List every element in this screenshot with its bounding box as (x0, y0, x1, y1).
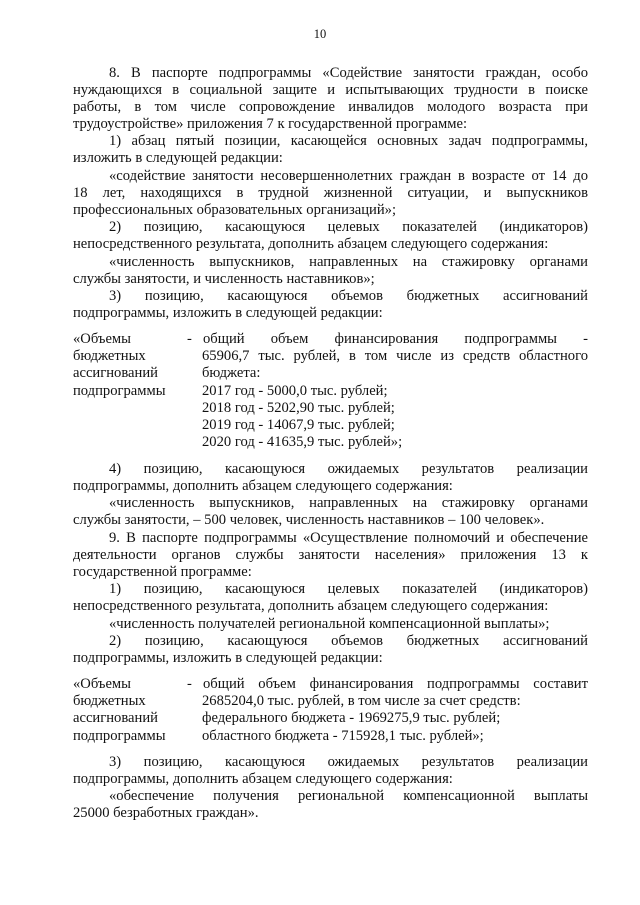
text-line: «численность выпускников, направленных на стажировку органами (109, 495, 588, 511)
table-label: подпрограммы (73, 383, 166, 399)
text-line: 9. В паспорте подпрограммы «Осуществление полномочий и обеспечение (109, 530, 588, 546)
text-line: подпрограммы, дополнить абзацем следующего содержания: (73, 771, 453, 787)
table-value: общий объем финансирования подпрограммы - (203, 331, 588, 347)
text-line: 1) позицию, касающуюся целевых показателей (индикаторов) (109, 581, 588, 597)
text-line: службы занятости, и численность наставников»; (73, 271, 375, 287)
table-value: 65906,7 тыс. рублей, в том числе из средств областного (202, 348, 588, 364)
text-line: государственной программе: (73, 564, 252, 580)
table-label: подпрограммы (73, 728, 166, 744)
table-label: ассигнований (73, 365, 158, 381)
text-line: «содействие занятости несовершеннолетних граждан в возрасте от 14 до (109, 168, 588, 184)
table-label: бюджетных (73, 348, 146, 364)
table-label: бюджетных (73, 693, 146, 709)
table-value: 2685204,0 тыс. рублей, в том числе за счет средств: (202, 693, 521, 709)
text-line: «численность получателей региональной компенсационной выплаты»; (109, 616, 550, 632)
table-value: федерального бюджета - 1969275,9 тыс. рублей; (202, 710, 501, 726)
table-value: бюджета: (202, 365, 261, 381)
text-line: подпрограммы, изложить в следующей редакции: (73, 650, 383, 666)
table-value: 2018 год - 5202,90 тыс. рублей; (202, 400, 395, 416)
table-label: ассигнований (73, 710, 158, 726)
text-line: 4) позицию, касающуюся ожидаемых результатов реализации (109, 461, 588, 477)
table-label: «Объемы (73, 331, 131, 347)
table-value: 2019 год - 14067,9 тыс. рублей; (202, 417, 395, 433)
text-line: 18 лет, находящихся в трудной жизненной ситуации, и выпускников (73, 185, 588, 201)
text-line: непосредственного результата, дополнить абзацем следующего содержания: (73, 236, 549, 252)
text-line: 3) позицию, касающуюся объемов бюджетных ассигнований (109, 288, 588, 304)
text-line: работы, в том числе сопровождение инвалидов молодого возраста при (73, 99, 588, 115)
text-line: деятельности органов службы занятости населения» приложения 13 к (73, 547, 588, 563)
text-line: 25000 безработных граждан». (73, 805, 259, 821)
text-line: непосредственного результата, дополнить абзацем следующего содержания: (73, 598, 549, 614)
text-line: 2) позицию, касающуюся целевых показателей (индикаторов) (109, 219, 588, 235)
text-line: профессиональных образовательных организаций»; (73, 202, 397, 218)
text-line: подпрограммы, изложить в следующей редакции: (73, 305, 383, 321)
table-value: общий объем финансирования подпрограммы составит (203, 676, 588, 692)
text-line: 1) абзац пятый позиции, касающейся основных задач подпрограммы, (109, 133, 588, 149)
table-value: 2017 год - 5000,0 тыс. рублей; (202, 383, 388, 399)
text-line: службы занятости, – 500 человек, численность наставников – 100 человек». (73, 512, 545, 528)
text-line: «обеспечение получения региональной компенсационной выплаты (109, 788, 588, 804)
table-value: областного бюджета - 715928,1 тыс. рублей»; (202, 728, 484, 744)
text-line: 8. В паспорте подпрограммы «Содействие занятости граждан, особо (109, 65, 588, 81)
table-label: «Объемы (73, 676, 131, 692)
table-dash: - (187, 331, 192, 347)
text-line: подпрограммы, дополнить абзацем следующего содержания: (73, 478, 453, 494)
table-value: 2020 год - 41635,9 тыс. рублей»; (202, 434, 403, 450)
text-line: трудоустройстве» приложения 7 к государственной программе: (73, 116, 468, 132)
text-line: 2) позицию, касающуюся объемов бюджетных ассигнований (109, 633, 588, 649)
text-line: 3) позицию, касающуюся ожидаемых результатов реализации (109, 754, 588, 770)
page-number: 10 (313, 27, 327, 41)
text-line: нуждающихся в социальной защите и испытывающих трудности в поиске (73, 82, 588, 98)
text-line: «численность выпускников, направленных на стажировку органами (109, 254, 588, 270)
table-dash: - (187, 676, 192, 692)
text-line: изложить в следующей редакции: (73, 150, 283, 166)
